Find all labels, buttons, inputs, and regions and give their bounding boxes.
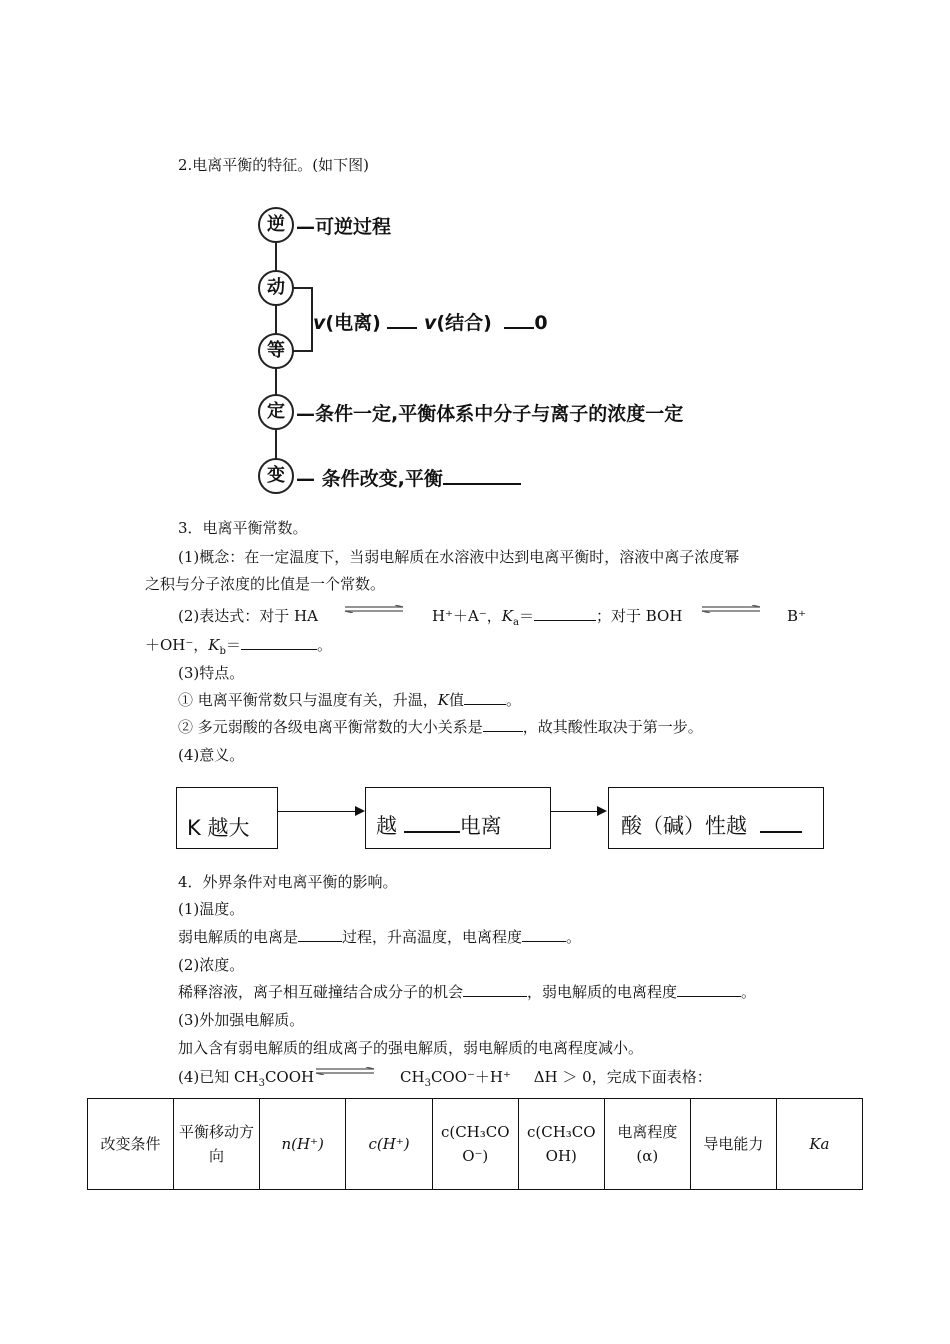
feature2-text: ② 多元弱酸的各级电离平衡常数的大小关系是	[178, 718, 483, 736]
node-ding-desc: —条件一定,平衡体系中分子与离子的浓度一定	[296, 403, 684, 425]
th-c-acetic: c(CH₃COOH)	[518, 1099, 604, 1190]
expr-sep: ；对于 BOH	[595, 607, 683, 625]
rate-blank1	[387, 327, 417, 329]
flow-box2-blank	[404, 831, 460, 833]
conc-heading: (2)浓度。	[178, 956, 245, 974]
feature1	[178, 691, 521, 709]
temp-heading: (1)温度。	[178, 900, 245, 918]
node-ding: 定	[258, 394, 294, 430]
temp-line	[178, 928, 581, 946]
section3-heading: 3．电离平衡常数。	[178, 519, 308, 537]
rate-zero: 0	[534, 312, 548, 334]
known-mid: COOH	[264, 1068, 315, 1086]
known-products-a: CH	[400, 1068, 425, 1086]
known-prefix: (4)已知 CH	[178, 1068, 259, 1086]
temp-blank2	[522, 941, 566, 942]
flow-box-ionize-text	[376, 810, 502, 840]
temp-line-a: 弱电解质的电离是	[178, 928, 299, 946]
equilibrium-arrow-ha	[343, 605, 405, 613]
conc-period: 。	[741, 983, 757, 1001]
flow-arrow2-line	[551, 811, 597, 812]
rate-equality-line	[313, 308, 548, 335]
node-ni-desc: —可逆过程	[296, 216, 392, 238]
table-header-row	[88, 1099, 863, 1190]
strong-heading: (3)外加强电解质。	[178, 1011, 305, 1029]
flow-arrow2-head	[597, 806, 607, 816]
concept-line1: (1)概念：在一定温度下，当弱电解质在水溶液中达到电离平衡时，溶液中离子浓度幂	[178, 548, 740, 566]
th-condition: 改变条件	[88, 1099, 174, 1190]
th-ka: Ka	[776, 1099, 862, 1190]
flow-box-ionize	[365, 787, 551, 849]
th-c-h: c(H⁺)	[346, 1099, 432, 1190]
known-products-b: COO⁻＋H⁺	[430, 1068, 511, 1086]
feature2-blank	[483, 731, 523, 732]
feature1-blank	[464, 704, 506, 705]
kb-symbol: K	[208, 636, 220, 654]
conc-blank2	[677, 996, 741, 997]
temp-blank1	[298, 941, 342, 942]
th-direction: 平衡移动方向	[173, 1099, 259, 1190]
rate-v1: v	[313, 312, 326, 334]
ka-symbol: K	[501, 607, 513, 625]
rate-label1: (电离)	[325, 312, 381, 334]
meaning-heading: (4)意义。	[178, 746, 245, 764]
ka-blank	[534, 620, 596, 621]
known-reaction-right: $CH_3COO^-+H^+$ ΔH ＞ 0，完成下面表格：	[400, 1068, 712, 1089]
node-bian: 变	[258, 458, 294, 494]
node-bian-text: — 条件改变,平衡	[296, 468, 443, 490]
conc-line	[178, 983, 756, 1001]
strong-line: 加入含有弱电解质的组成离子的强电解质，弱电解质的电离程度减小。	[178, 1039, 644, 1057]
flow-box2-prefix: 越	[376, 814, 397, 838]
node-bian-desc	[296, 464, 521, 491]
node-deng: 等	[258, 333, 294, 369]
flow-box-acidity-text	[621, 810, 802, 840]
kb-sub: b	[219, 646, 226, 657]
equilibrium-arrow-acetic	[314, 1067, 376, 1075]
features-heading: (3)特点。	[178, 664, 245, 682]
conc-blank1	[463, 996, 527, 997]
flow-box2-suffix: 电离	[459, 814, 502, 838]
flow-box3-label: 酸（碱）性越	[621, 814, 747, 838]
kb-blank	[241, 649, 317, 650]
section2-heading: 2.电离平衡的特征。(如下图)	[178, 156, 370, 174]
rate-v2: v	[424, 312, 437, 334]
feature1-k: K	[437, 691, 449, 709]
conditions-table	[87, 1098, 863, 1190]
th-n-h: n(H⁺)	[259, 1099, 345, 1190]
feature2-suffix: ，故其酸性取决于第一步。	[522, 718, 703, 736]
th-conductivity: 导电能力	[690, 1099, 776, 1190]
feature1-prefix: ① 电离平衡常数只与温度有关，升温，	[178, 691, 438, 709]
bian-blank	[443, 483, 521, 485]
concept-line2: 之积与分子浓度的比值是一个常数。	[145, 575, 386, 593]
temp-period: 。	[566, 928, 582, 946]
flow-box-acidity	[608, 787, 824, 849]
conc-line-b: ，弱电解质的电离程度	[527, 983, 678, 1001]
known-reaction-left: (4)已知 $CH_3COOH$	[178, 1068, 315, 1089]
conc-line-a: 稀释溶液，离子相互碰撞结合成分子的机会	[178, 983, 464, 1001]
kb-period: 。	[316, 636, 332, 654]
rate-label2: (结合)	[436, 312, 492, 334]
flow-box3-blank	[760, 831, 802, 833]
feature1-suffix: 值	[449, 691, 465, 709]
equilibrium-arrow-boh	[700, 605, 762, 613]
ka-sub: a	[512, 617, 519, 628]
kb-eq: ＝	[225, 636, 241, 654]
feature1-period: 。	[506, 691, 522, 709]
expr-ha-line	[432, 607, 682, 632]
th-c-acetate: c(CH₃COO⁻)	[432, 1099, 518, 1190]
flow-box-k-label: K 越大	[187, 816, 250, 840]
temp-line-b: 过程，升高温度，电离程度	[342, 928, 523, 946]
ka-eq: ＝	[518, 607, 534, 625]
flow-box-k	[176, 787, 278, 849]
node-dong: 动	[258, 270, 294, 306]
boh-oh: ＋OH⁻，	[145, 636, 209, 654]
flow-arrow1-head	[355, 806, 365, 816]
th-degree: 电离程度(α)	[604, 1099, 690, 1190]
expr-boh-line	[145, 636, 332, 661]
boh-b: B⁺	[787, 607, 806, 625]
section4-heading: 4．外界条件对电离平衡的影响。	[178, 873, 398, 891]
flow-arrow1-line	[278, 811, 356, 812]
rate-blank2	[504, 327, 534, 329]
ha-products: H⁺＋A⁻，	[432, 607, 502, 625]
feature2	[178, 718, 703, 736]
expr-prefix: (2)表达式：对于 HA	[178, 607, 318, 625]
known-dh: ΔH ＞ 0，完成下面表格：	[533, 1068, 712, 1086]
node-ni: 逆	[258, 207, 294, 243]
